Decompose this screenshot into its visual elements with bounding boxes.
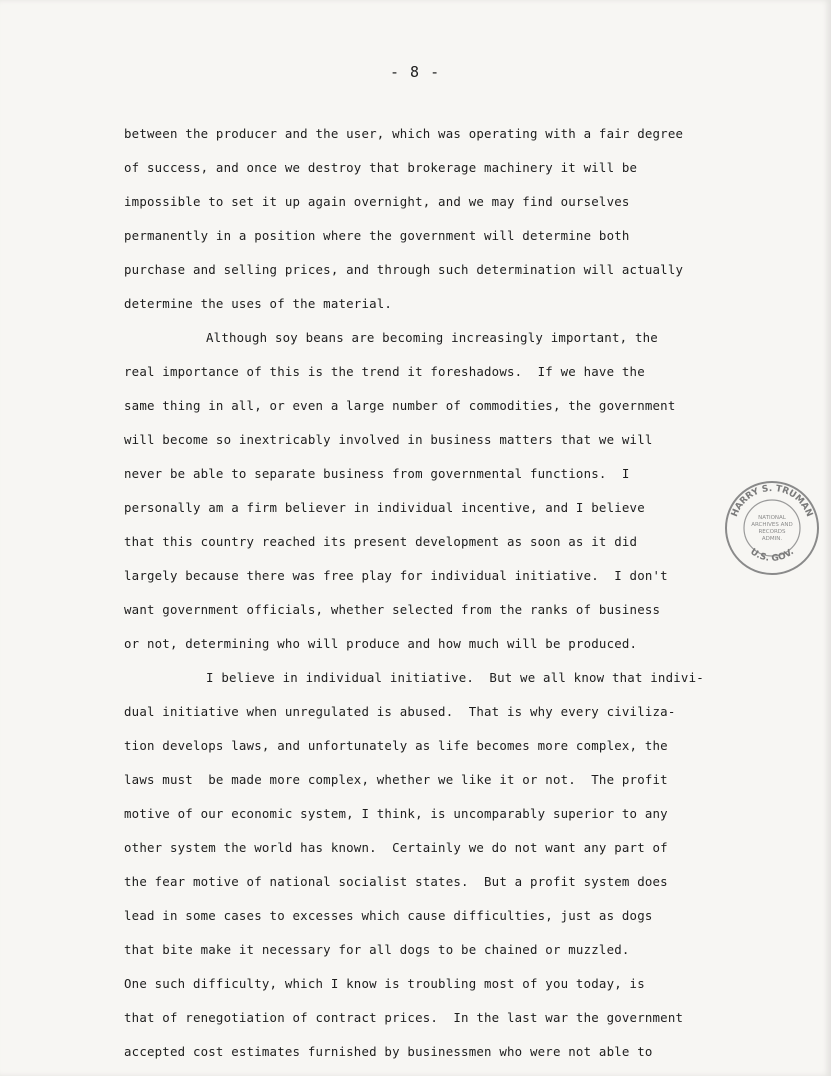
stamp-center-line: ARCHIVES AND xyxy=(751,522,793,528)
svg-text:HARRY S. TRUMAN xyxy=(730,484,814,518)
stamp-center-line: NATIONAL xyxy=(758,515,786,521)
text-line: that of renegotiation of contract prices. In the last war the government xyxy=(124,1010,684,1025)
text-line: of success, and once we destroy that brokerage machinery it will be xyxy=(124,160,638,175)
text-line: largely because there was free play for individual initiative. I don't xyxy=(124,568,668,583)
text-line: accepted cost estimates furnished by businessmen who were not able to xyxy=(124,1044,653,1059)
stamp-center-line: RECORDS xyxy=(758,529,786,535)
text-line: motive of our economic system, I think, is uncomparably superior to any xyxy=(124,806,668,821)
text-line: will become so inextricably involved in business matters that we will xyxy=(124,432,653,447)
text-line: impossible to set it up again overnight, and we may find ourselves xyxy=(124,194,630,209)
stamp-center-line: ADMIN. xyxy=(761,536,783,542)
text-line: that bite make it necessary for all dogs to be chained or muzzled. xyxy=(124,942,630,957)
text-line: want government officials, whether selected from the ranks of business xyxy=(124,602,661,617)
text-line: same thing in all, or even a large number of commodities, the government xyxy=(124,398,676,413)
text-line: purchase and selling prices, and through such determination will actually xyxy=(124,262,684,277)
text-line: dual initiative when unregulated is abused. That is why every civiliza- xyxy=(124,704,676,719)
text-line: never be able to separate business from governmental functions. I xyxy=(124,466,630,481)
text-line: personally am a firm believer in individual incentive, and I believe xyxy=(124,500,645,515)
text-line: other system the world has known. Certainly we do not want any part of xyxy=(124,840,668,855)
text-line: or not, determining who will produce and how much will be produced. xyxy=(124,636,638,651)
text-line: lead in some cases to excesses which cause difficulties, just as dogs xyxy=(124,908,653,923)
text-line: I believe in individual initiative. But we all know that indivi- xyxy=(206,670,704,685)
paragraph-3 xyxy=(124,661,724,1069)
text-line: permanently in a position where the government will determine both xyxy=(124,228,630,243)
text-line: that this country reached its present development as soon as it did xyxy=(124,534,638,549)
stamp-ring-bottom: U.S. GOV. xyxy=(748,547,796,564)
stamp-ring-top: HARRY S. TRUMAN xyxy=(729,483,815,519)
paragraph-2 xyxy=(124,321,724,661)
text-line: laws must be made more complex, whether we like it or not. The profit xyxy=(124,772,668,787)
text-line: Although soy beans are becoming increasingly important, the xyxy=(206,330,658,345)
page-number: - 8 - xyxy=(390,63,441,81)
text-line: tion develops laws, and unfortunately as life becomes more complex, the xyxy=(124,738,668,753)
text-line: determine the uses of the material. xyxy=(124,296,393,311)
svg-text:U.S. GOV. xyxy=(748,547,796,564)
archive-stamp xyxy=(717,473,827,583)
stamp-seal-icon xyxy=(717,473,827,583)
text-line: real importance of this is the trend it foreshadows. If we have the xyxy=(124,364,645,379)
text-line: One such difficulty, which I know is troubling most of you today, is xyxy=(124,976,645,991)
text-line: the fear motive of national socialist states. But a profit system does xyxy=(124,874,668,889)
text-line: between the producer and the user, which was operating with a fair degree xyxy=(124,126,684,141)
paragraph-1 xyxy=(124,117,724,321)
document-body xyxy=(124,117,724,1069)
